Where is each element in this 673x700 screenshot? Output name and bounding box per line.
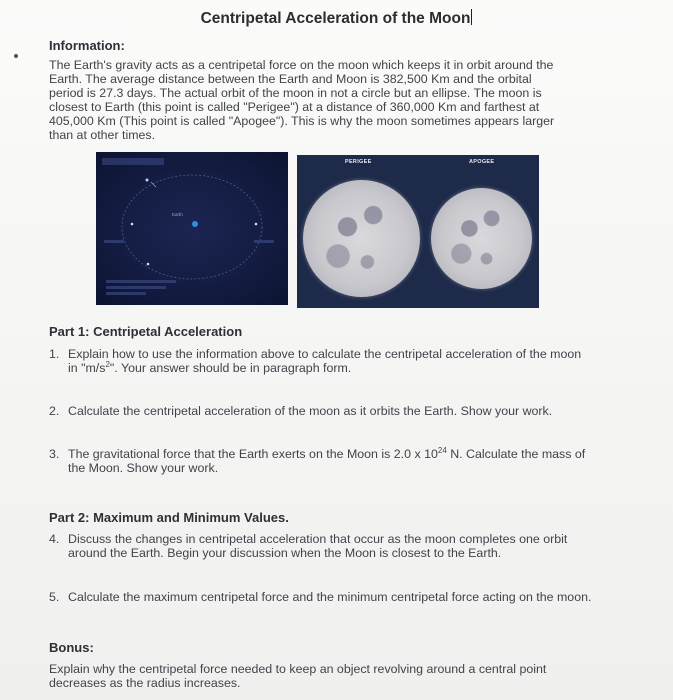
earth-label: Earth <box>172 212 183 217</box>
question-1 <box>49 347 629 375</box>
info-line: Earth. The average distance between the Earth and Moon is 382,500 Km and the orbital <box>49 72 532 86</box>
part2-heading: Part 2: Maximum and Minimum Values. <box>49 510 289 525</box>
q2-text: Calculate the centripetal acceleration of the moon as it orbits the Earth. Show your work. <box>68 404 553 418</box>
info-line: than at other times. <box>49 128 156 142</box>
text-cursor <box>471 9 472 25</box>
q4-line: Discuss the changes in centripetal acceleration that occur as the moon completes one orbit <box>68 532 568 546</box>
q3-line-a: The gravitational force that the Earth exerts on the Moon is 2.0 x 10 <box>68 447 438 461</box>
orbit-diagram-graphic <box>96 152 288 305</box>
page-title: Centripetal Acceleration of the Moon <box>200 10 471 27</box>
moon-comparison-photo <box>297 155 539 308</box>
info-line: period is 27.3 days. The actual orbit of the moon in not a circle but an ellipse. The moon is <box>49 86 542 100</box>
question-number: 5. <box>49 590 60 604</box>
bonus-line: Explain why the centripetal force needed to keep an object revolving around a central point <box>49 662 547 676</box>
q3-line: the Moon. Show your work. <box>68 461 219 475</box>
orbit-diagram <box>96 152 288 305</box>
q5-text: Calculate the maximum centripetal force and the minimum centripetal force acting on the moon. <box>68 590 592 604</box>
question-2 <box>49 404 629 418</box>
information-section <box>49 38 629 142</box>
q1-superscript: 2 <box>105 359 110 369</box>
bullet-dot <box>14 54 18 58</box>
q1-line-a: in "m/s <box>68 361 106 375</box>
question-number: 3. <box>49 447 60 461</box>
perigee-moon-image <box>303 180 420 297</box>
question-4 <box>49 532 629 560</box>
info-line: closest to Earth (this point is called "Perigee") at a distance of 360,000 Km and farthest at <box>49 100 540 114</box>
question-number: 1. <box>49 347 60 361</box>
information-paragraph <box>49 58 629 142</box>
question-number: 4. <box>49 532 60 546</box>
apogee-moon-image <box>431 188 532 289</box>
information-heading: Information: <box>49 38 125 53</box>
question-number: 2. <box>49 404 60 418</box>
q4-line: around the Earth. Begin your discussion when the Moon is closest to the Earth. <box>68 546 502 560</box>
info-line: 405,000 Km (This point is called "Apogee"). This is why the moon sometimes appears larger <box>49 114 555 128</box>
question-3 <box>49 447 629 475</box>
q3-superscript: 24 <box>437 445 447 455</box>
q1-line: Explain how to use the information above to calculate the centripetal acceleration of the moon <box>68 347 582 361</box>
apogee-label: APOGEE <box>469 159 495 165</box>
bonus-heading: Bonus: <box>49 640 94 655</box>
q1-line-b: ". Your answer should be in paragraph form. <box>109 361 352 375</box>
info-line: The Earth's gravity acts as a centripetal force on the moon which keeps it in orbit around the <box>49 58 554 72</box>
q3-line-b: N. Calculate the mass of <box>446 447 586 461</box>
bonus-line: decreases as the radius increases. <box>49 676 241 690</box>
question-5 <box>49 590 629 604</box>
part1-heading: Part 1: Centripetal Acceleration <box>49 324 243 339</box>
perigee-label: PERIGEE <box>345 159 372 165</box>
bonus-text <box>49 662 629 690</box>
